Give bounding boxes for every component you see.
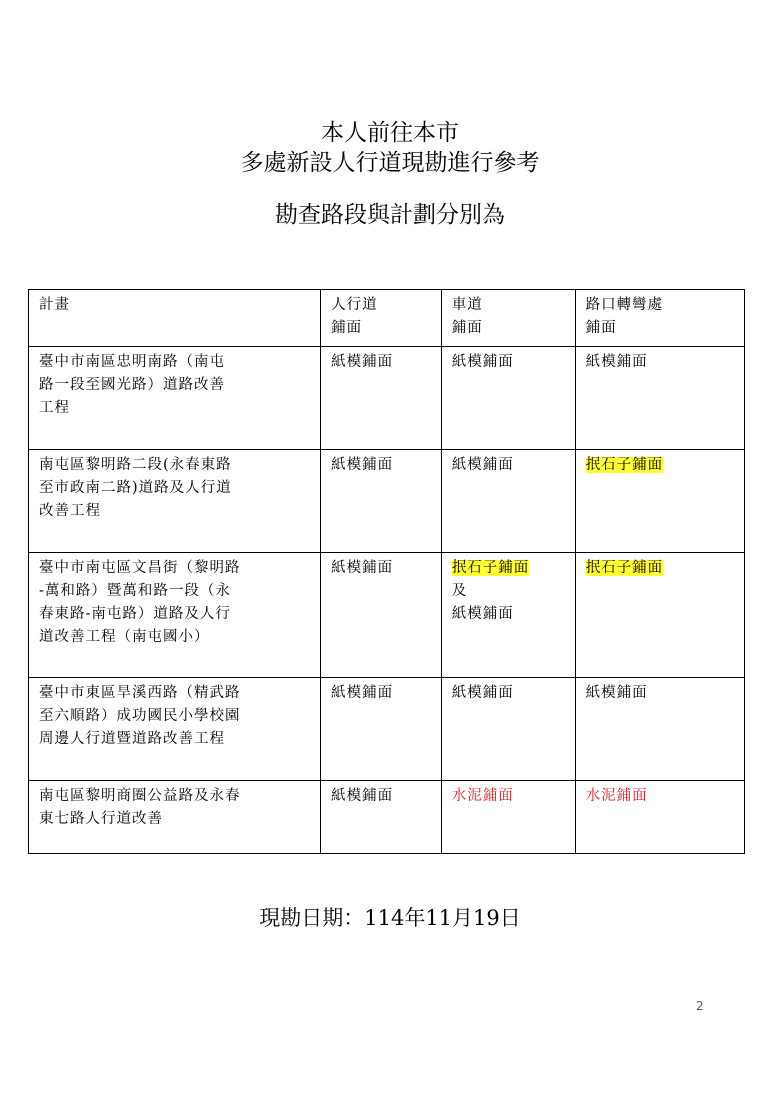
header-sidewalk-line-1: 人行道 (331, 297, 378, 313)
roadway-conjunction: 及 (451, 583, 468, 599)
sidewalk-value: 紙模鋪面 (331, 354, 394, 370)
plan-line: -萬和路）暨萬和路一段（永 (39, 583, 231, 599)
intersection-value: 紙模鋪面 (585, 354, 648, 370)
intersection-value-red: 水泥鋪面 (585, 788, 648, 804)
sidewalk-value: 紙模鋪面 (331, 560, 394, 576)
header-roadway (441, 290, 575, 347)
sidewalk-cell (321, 781, 442, 854)
plan-line: 工程 (39, 400, 70, 416)
header-intersection (575, 290, 744, 347)
header-sidewalk-line-2: 鋪面 (331, 320, 363, 336)
intersection-cell (575, 678, 744, 781)
intersection-cell (575, 781, 744, 854)
header-roadway-line-1: 車道 (451, 297, 483, 313)
plan-line: 南屯區黎明商圈公益路及永春 (39, 788, 241, 804)
page-subtitle: 勘查路段與計劃分別為 (275, 202, 505, 228)
header-sidewalk (321, 290, 442, 347)
header-intersection-line-1: 路口轉彎處 (585, 297, 664, 313)
sidewalk-cell (321, 450, 442, 553)
title-line-1: 本人前往本市 (321, 120, 459, 146)
table-header-row (29, 290, 745, 347)
plan-cell (29, 781, 321, 854)
title-line-2: 多處新設人行道現勘進行參考 (240, 150, 540, 176)
roadway-cell (441, 347, 575, 450)
intersection-cell (575, 553, 744, 678)
survey-date: 現勘日期：114年11月19日 (259, 906, 521, 930)
plan-line: 臺中市南區忠明南路（南屯 (39, 354, 225, 370)
table-row (29, 781, 745, 854)
plan-line: 道改善工程（南屯國小） (39, 629, 210, 645)
roadway-cell (441, 450, 575, 553)
sidewalk-cell (321, 347, 442, 450)
header-plan-label: 計畫 (39, 297, 70, 313)
intersection-value-highlighted: 抿石子鋪面 (585, 560, 664, 576)
plan-line: 改善工程 (39, 503, 101, 519)
plan-line: 至六順路）成功國民小學校園 (39, 708, 241, 724)
plan-cell (29, 450, 321, 553)
roadway-cell (441, 678, 575, 781)
sidewalk-value: 紙模鋪面 (331, 788, 394, 804)
plan-line: 東七路人行道改善 (39, 811, 163, 827)
plan-line: 臺中市東區旱溪西路（精武路 (39, 685, 241, 701)
plan-cell (29, 553, 321, 678)
table-row (29, 553, 745, 678)
roadway-value: 紙模鋪面 (451, 354, 514, 370)
header-plan (29, 290, 321, 347)
intersection-cell (575, 347, 744, 450)
plan-line: 臺中市南屯區文昌街（黎明路 (39, 560, 241, 576)
plan-line: 南屯區黎明路二段(永春東路 (39, 457, 232, 473)
header-roadway-line-2: 鋪面 (451, 320, 483, 336)
roadway-value-highlighted: 抿石子鋪面 (451, 560, 530, 576)
intersection-value-highlighted: 抿石子鋪面 (585, 457, 664, 473)
roadway-cell (441, 553, 575, 678)
roadway-value: 紙模鋪面 (451, 457, 514, 473)
sidewalk-value: 紙模鋪面 (331, 457, 394, 473)
sidewalk-cell (321, 678, 442, 781)
roadway-value: 紙模鋪面 (451, 685, 514, 701)
table-row (29, 450, 745, 553)
plan-cell (29, 347, 321, 450)
sidewalk-cell (321, 553, 442, 678)
header-intersection-line-2: 鋪面 (585, 320, 617, 336)
survey-table (28, 289, 745, 854)
page-number: 2 (696, 999, 704, 1013)
sidewalk-value: 紙模鋪面 (331, 685, 394, 701)
plan-line: 路一段至國光路）道路改善 (39, 377, 225, 393)
intersection-value: 紙模鋪面 (585, 685, 648, 701)
page-title (0, 118, 780, 178)
plan-line: 至市政南二路)道路及人行道 (39, 480, 232, 496)
table-row (29, 347, 745, 450)
plan-cell (29, 678, 321, 781)
plan-line: 春東路-南屯路）道路及人行 (39, 606, 231, 622)
roadway-cell (441, 781, 575, 854)
roadway-value-red: 水泥鋪面 (451, 788, 514, 804)
table-row (29, 678, 745, 781)
intersection-cell (575, 450, 744, 553)
roadway-value: 紙模鋪面 (451, 606, 514, 622)
plan-line: 周邊人行道暨道路改善工程 (39, 731, 225, 747)
